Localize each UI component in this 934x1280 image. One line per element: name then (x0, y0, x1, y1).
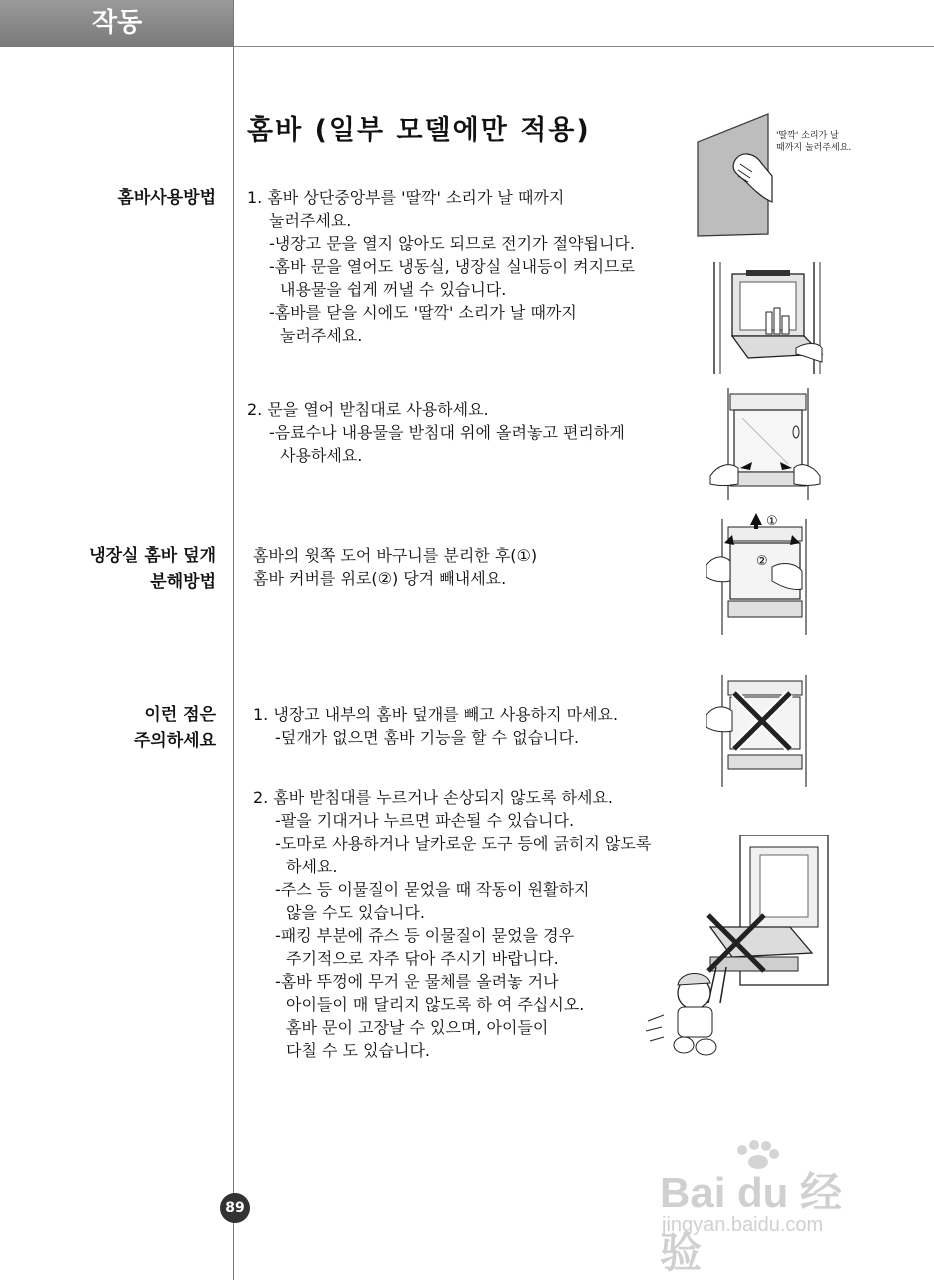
usage-item-2: 2. 문을 열어 받침대로 사용하세요. -음료수나 내용물을 받침대 위에 올려놓고 편리하게 사용하세요. (247, 400, 625, 465)
header-divider (233, 46, 934, 47)
step-mark-1: ① (766, 514, 778, 529)
section-header-title: 작동 (92, 8, 143, 38)
column-divider (233, 0, 234, 1280)
usage-item-1: 1. 홈바 상단중앙부를 '딸깍' 소리가 날 때까지 눌러주세요. -냉장고 문을 열지 않아도 되므로 전기가 절약됩니다. -홈바 문을 열어도 냉동실, 냉장실 실내등이 켜지므로 내용물을 쉽게 꺼낼 수 있습니다. -홈바를 닫을 시에도 '딸깍' 소리가 날 때까지 눌러주세요. (247, 188, 635, 345)
step-mark-2: ② (756, 554, 768, 569)
cover-removal-illustration (706, 505, 824, 635)
page-number: 89 (220, 1193, 250, 1223)
watermark-logo (660, 1140, 880, 1276)
section-label-usage: 홈바사용방법 (117, 188, 216, 208)
disassembly-text: 홈바의 윗쪽 도어 바구니를 분리한 후(①) 홈바 커버를 위로(②) 당겨 빼내세요. (253, 546, 538, 588)
homebar-shelf-illustration (708, 388, 823, 500)
no-cover-warning-illustration (706, 675, 824, 787)
watermark-url: jingyan.baidu.com (662, 1214, 824, 1236)
watermark-brand: Bai du 经验 (660, 1169, 843, 1276)
homebar-press-illustration (696, 112, 776, 240)
press-callout: '딸깍' 소리가 날 때까지 눌러주세요. (776, 131, 852, 153)
page-title: 홈바 (일부 모델에만 적용) (247, 115, 591, 146)
section-label-disassembly: 냉장실 홈바 덮개 분해방법 (89, 546, 216, 592)
section-label-caution: 이런 점은 주의하세요 (133, 705, 216, 751)
homebar-open-illustration (710, 262, 825, 374)
child-hanging-warning-illustration (640, 835, 832, 1067)
caution-item-2: 2. 홈바 받침대를 누르거나 손상되지 않도록 하세요. -팔을 기대거나 누르면 파손될 수 있습니다. -도마로 사용하거나 날카로운 도구 등에 긁히지 않도록 하세요. -주스 등 이물질이 묻었을 때 작동이 원활하지 않을 수도 있습니다. -패킹 부분에 쥬스 등 이물질이 묻었을 경우 주기적으로 자주 닦아 주시기 바랍니다. -홈바 뚜껑에 무거 운 물체를 올려놓 거나 아이들이 매 달리지 않도록 하 여 주십시오. 홈바 문이 고장날 수 있으며, 아이들이 다칠 수 도 있습니다. (253, 788, 652, 1060)
caution-item-1: 1. 냉장고 내부의 홈바 덮개를 빼고 사용하지 마세요. -덮개가 없으면 홈바 기능을 할 수 없습니다. (253, 705, 619, 747)
